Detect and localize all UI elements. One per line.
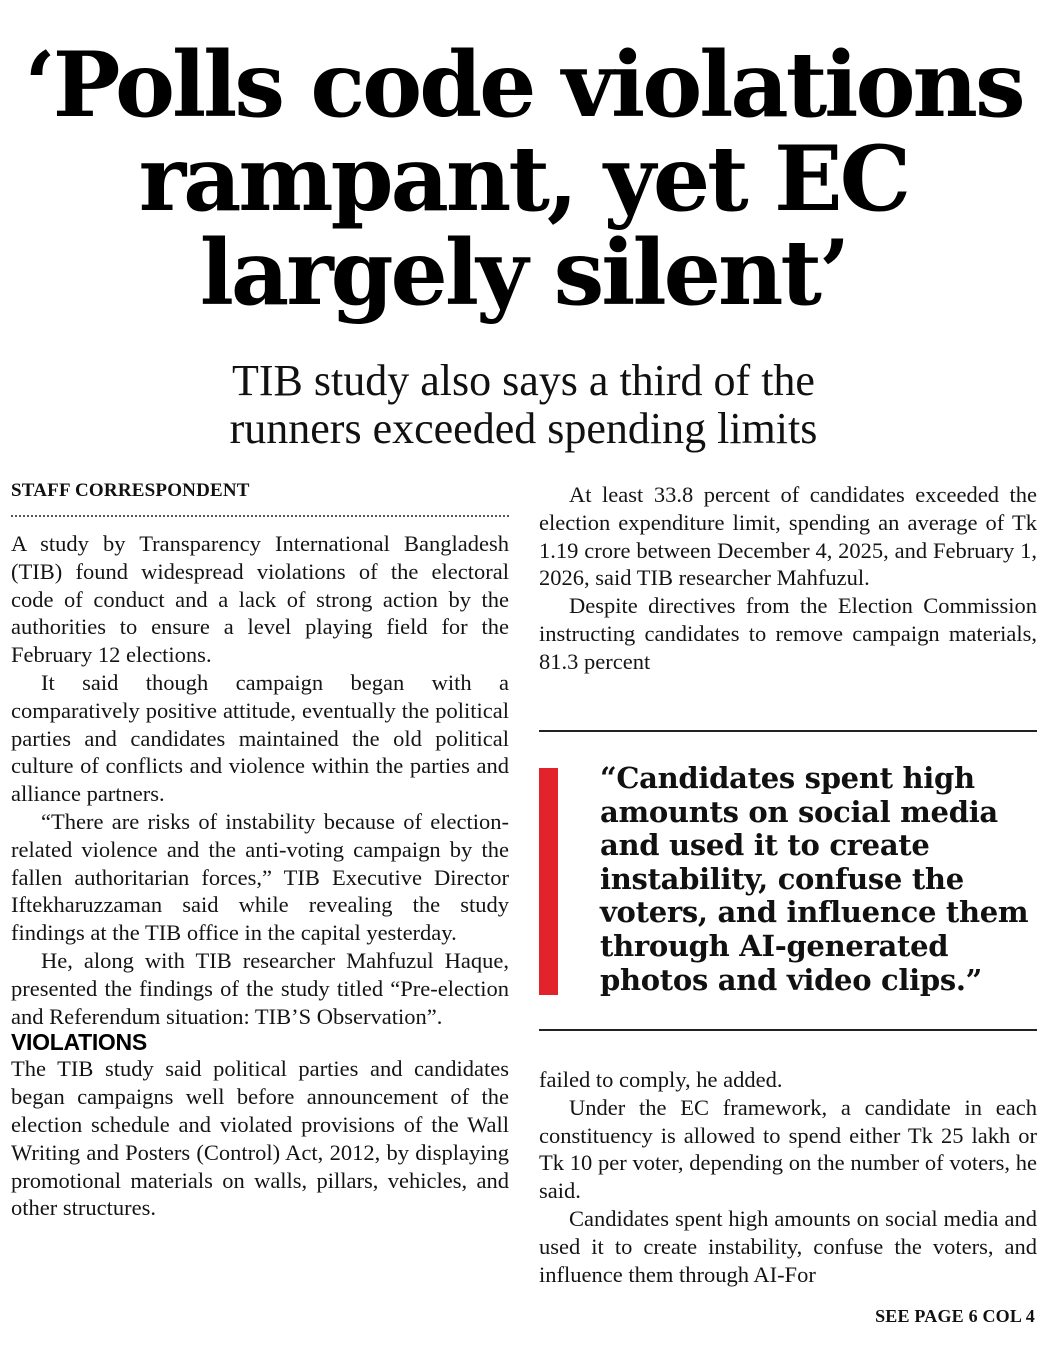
byline-divider	[11, 515, 509, 517]
pull-quote-top-rule	[539, 730, 1037, 732]
pull-quote-line: through AI-generated	[600, 928, 949, 963]
section-heading-violations: VIOLATIONS	[11, 1029, 147, 1056]
body-paragraph: A study by Transparency International Bangladesh (TIB) found widespread violations of the electoral code of conduct and a lack of strong action by the authorities to ensure a level playing field for the February 12 elections.	[11, 531, 509, 668]
subheadline-line-1: TIB study also says a third of the	[232, 356, 815, 405]
pull-quote-line: and used it to create	[600, 828, 930, 863]
body-paragraph: It said though campaign began with a comparatively positive attitude, eventually the political parties and candidates maintained the old political culture of conflicts and violence within the parties and alliance partners.	[11, 669, 509, 807]
body-paragraph: Despite directives from the Election Commission instructing candidates to remove campaign materials, 81.3 percent	[539, 593, 1037, 674]
subheadline-line-2: runners exceeded spending limits	[229, 404, 818, 453]
pull-quote-accent-bar	[539, 768, 558, 995]
right-column-top	[539, 481, 1037, 711]
body-paragraph: Under the EC framework, a candidate in each constituency is allowed to spend either Tk 25 lakh or Tk 10 per voter, depending on the number of voters, he said.	[539, 1094, 1037, 1204]
headline-line-3: largely silent’	[199, 220, 848, 326]
pull-quote-line: voters, and influence them	[600, 895, 1029, 930]
body-paragraph: He, along with TIB researcher Mahfuzul Haque, presented the findings of the study titled “Pre-election and Referendum situation: TIB’S Observation”.	[11, 947, 509, 1029]
body-paragraph: At least 33.8 percent of candidates exceeded the election expenditure limit, spending an average of Tk 1.19 crore between December 4, 2025, and February 1, 2026, said TIB researcher Mahfuzul.	[539, 482, 1037, 591]
pull-quote-line: amounts on social media	[600, 794, 998, 829]
byline: STAFF CORRESPONDENT	[11, 480, 250, 501]
right-column-bottom	[539, 1066, 1037, 1296]
body-paragraph: “There are risks of instability because of election-related violence and the anti-voting campaign by the fallen authoritarian forces,” TIB Executive Director Iftekharuzzaman said while revealing the study findings at the TIB office in the capital yesterday.	[11, 808, 509, 946]
pull-quote	[600, 762, 1040, 997]
pull-quote-line: photos and video clips.”	[600, 962, 983, 997]
body-paragraph: The TIB study said political parties and candidates began campaigns well before announcement of the election schedule and violated provisions of the Wall Writing and Posters (Control) Act, 2012, by displaying promotional materials on walls, pillars, vehicles, and other structures.	[11, 1056, 509, 1221]
subheadline	[0, 357, 1047, 453]
jump-line[interactable]: SEE PAGE 6 COL 4	[875, 1306, 1035, 1326]
headline-line-1: ‘Polls code violations	[24, 32, 1023, 138]
body-paragraph: Candidates spent high amounts on social media and used it to create instability, confuse the voters, and influence them through AI-For	[539, 1205, 1037, 1287]
pull-quote-bottom-rule	[539, 1029, 1037, 1031]
pull-quote-line: instability, confuse the	[600, 861, 964, 896]
body-paragraph: failed to comply, he added.	[539, 1067, 783, 1092]
headline-line-2: rampant, yet EC	[138, 126, 909, 232]
left-column	[11, 530, 509, 1330]
pull-quote-line: “Candidates spent high	[600, 761, 975, 795]
headline	[0, 32, 1047, 326]
